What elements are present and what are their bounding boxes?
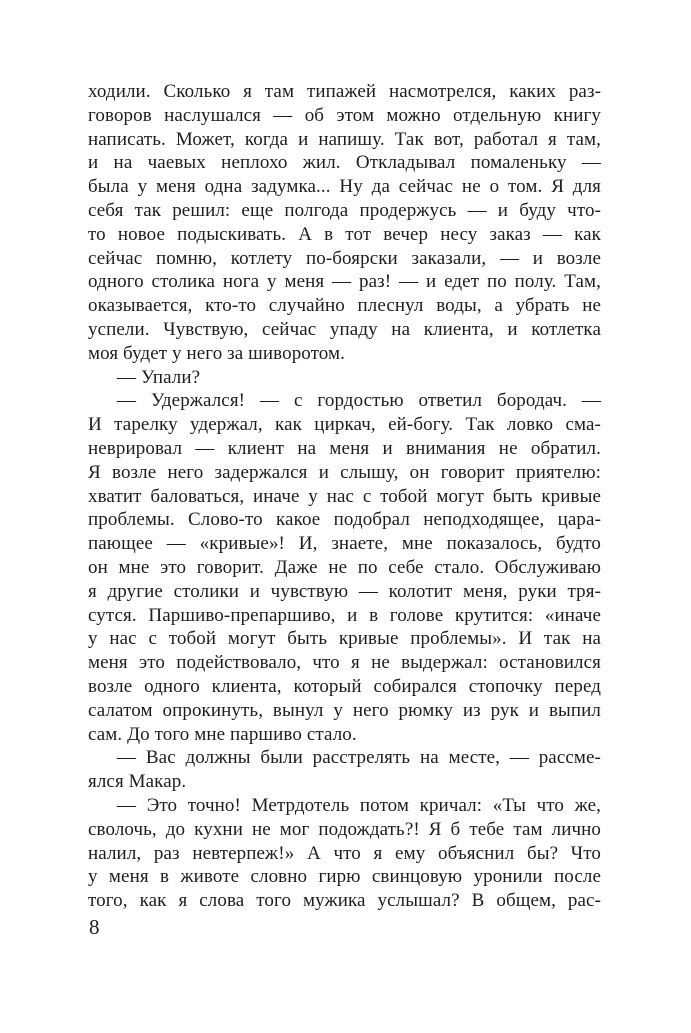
- text-line: успели. Чувствую, сейчас упаду на клиента, и котлетка: [88, 318, 601, 340]
- text-line: и на чаевых неплохо жил. Откладывал помаленьку —: [88, 152, 601, 174]
- text-line: налил, раз невтерпеж!» А что я ему объяснил бы? Что: [88, 842, 601, 864]
- text-line: сейчас помню, котлету по-боярски заказали, — и возле: [88, 247, 601, 269]
- text-line: сам. До того мне паршиво стало.: [88, 723, 357, 745]
- text-line: И тарелку удержал, как циркач, ей-богу. Так ловко сма-: [88, 414, 601, 436]
- text-line: ходили. Сколько я там типажей насмотрелся, каких раз-: [88, 81, 601, 102]
- text-line: меня это подействовало, что я не выдержал: остановился: [88, 652, 601, 674]
- text-line: говоров наслушался — об этом можно отдельную книгу: [88, 104, 601, 126]
- text-line: Я возле него задержался и слышу, он говорит приятелю:: [88, 461, 601, 483]
- text-line: оказывается, кто-то случайно плеснул воды, а убрать не: [88, 295, 601, 317]
- text-line: того, как я слова того мужика услышал? В общем, рас-: [88, 890, 601, 912]
- text-line: у меня в животе словно гирю свинцовую уронили после: [88, 866, 601, 888]
- page-number: 8: [89, 915, 100, 939]
- text-line: себя так решил: еще полгода продержусь — и буду что-: [88, 199, 601, 221]
- text-line: возле одного клиента, который собирался стопочку перед: [88, 675, 601, 697]
- text-line: сутся. Паршиво-препаршиво, и в голове крутится: «иначе: [88, 604, 601, 626]
- text-line: то новое подыскивать. А в тот вечер несу заказ — как: [88, 223, 601, 245]
- text-line: у нас с тобой могут быть кривые проблемы». И так на: [88, 628, 601, 650]
- text-line: моя будет у него за шиворотом.: [88, 342, 346, 364]
- text-line: — Удержался! — с гордостью ответил бородач. —: [117, 390, 601, 412]
- text-line: была у меня одна задумка... Ну да сейчас не о том. Я для: [88, 176, 601, 198]
- text-line: проблемы. Слово-то какое подобрал неподходящее, цара-: [88, 509, 601, 531]
- text-line: пающее — «кривые»! И, знаете, мне показалось, будто: [88, 533, 601, 555]
- text-line: сволочь, до кухни не мог подождать?! Я б тебе там лично: [88, 818, 601, 840]
- text-line: — Вас должны были расстрелять на месте, — рассме-: [117, 747, 601, 769]
- text-line: одного столика нога у меня — раз! — и едет по полу. Там,: [88, 271, 601, 293]
- text-line: — Это точно! Метрдотель потом кричал: «Ты что же,: [117, 794, 601, 816]
- text-line: я другие столики и чувствую — колотит меня, руки тря-: [88, 580, 601, 602]
- text-line: он мне это говорит. Даже не по себе стало. Обслуживаю: [88, 556, 601, 578]
- text-line: хватит баловаться, иначе у нас с тобой могут быть кривые: [88, 485, 601, 507]
- page-text: [88, 80, 601, 913]
- text-line: ялся Макар.: [88, 771, 187, 793]
- text-line: неврировал — клиент на меня и внимания не обратил.: [88, 437, 601, 459]
- text-line: написать. Может, когда и напишу. Так вот, работал я там,: [88, 128, 601, 150]
- text-line: — Упали?: [117, 366, 201, 388]
- text-line: салатом опрокинуть, вынул у него рюмку из рук и выпил: [88, 699, 601, 721]
